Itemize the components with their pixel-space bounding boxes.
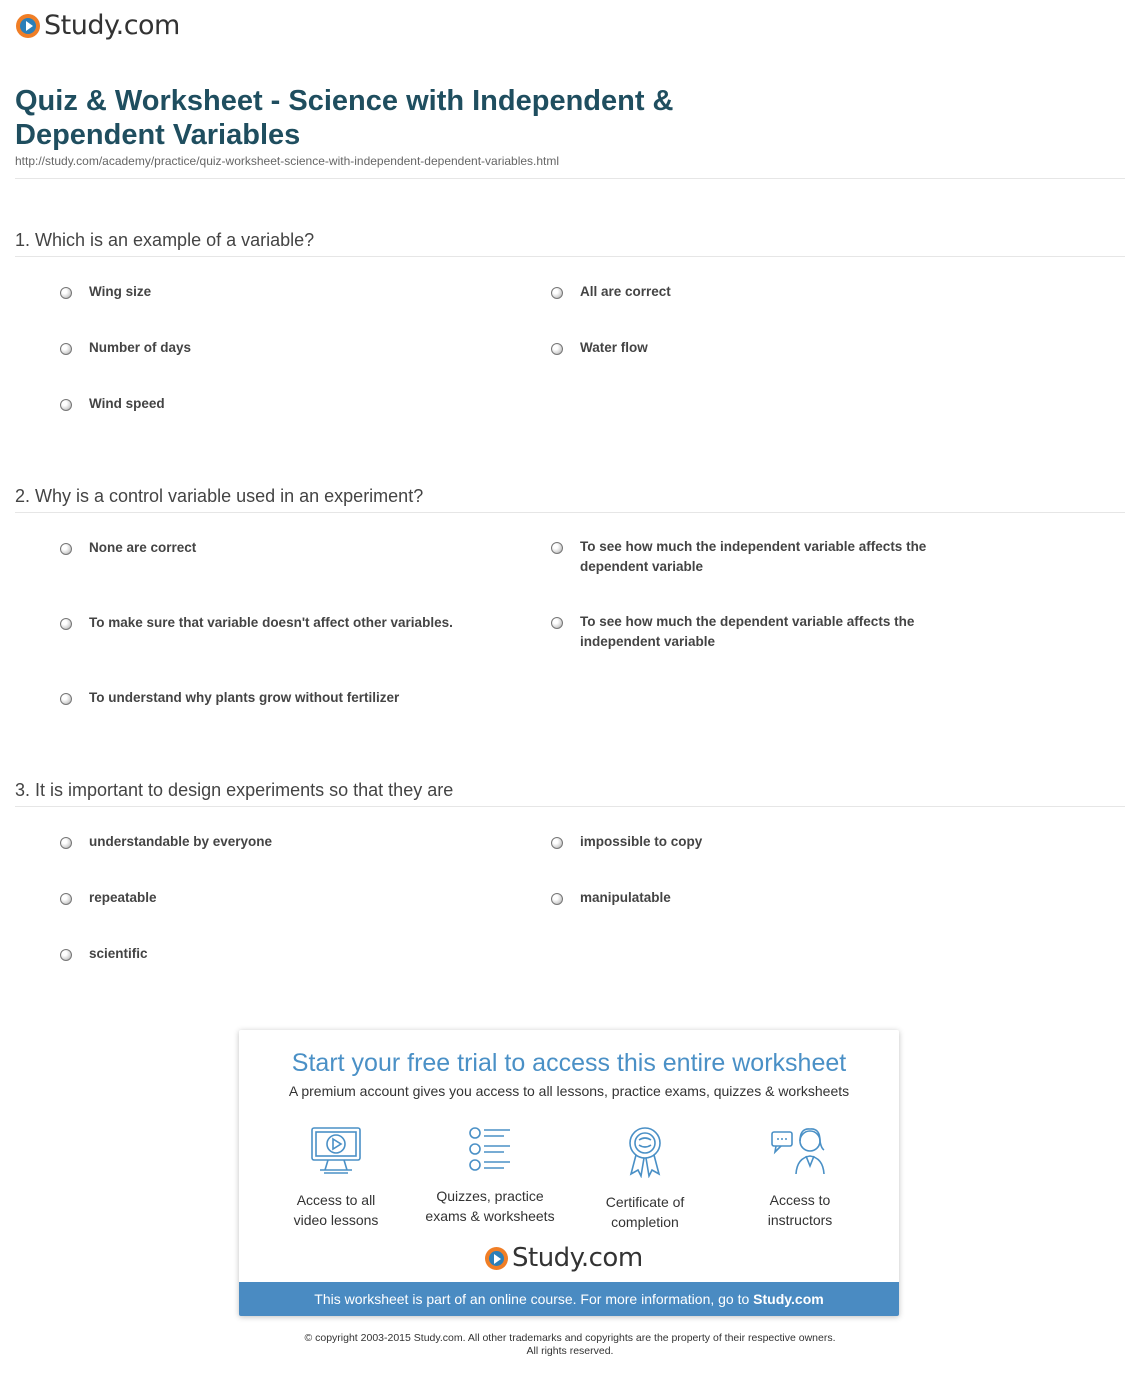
q3-option-understandable[interactable]: understandable by everyone xyxy=(60,832,272,852)
study-logo-icon xyxy=(485,1247,508,1270)
radio-button[interactable] xyxy=(60,837,72,849)
q2-option-none-correct[interactable]: None are correct xyxy=(60,538,196,558)
radio-button[interactable] xyxy=(60,287,72,299)
radio-button[interactable] xyxy=(551,542,563,554)
radio-button[interactable] xyxy=(60,949,72,961)
q1-option-wing-size[interactable]: Wing size xyxy=(60,282,151,302)
copyright-notice: © copyright 2003-2015 Study.com. All other trademarks and copyrights are the property of their respective owners. All rights reserved. xyxy=(304,1332,836,1357)
certificate-icon xyxy=(625,1126,665,1178)
question-3: 3. It is important to design experiments so that they are xyxy=(15,780,454,800)
q1-option-water-flow[interactable]: Water flow xyxy=(551,338,648,358)
feature-instructors: Access to instructors xyxy=(725,1126,875,1230)
study-logo-text: Study.com xyxy=(44,10,180,41)
study-logo-icon xyxy=(16,14,40,38)
q3-option-manipulatable[interactable]: manipulatable xyxy=(551,888,671,908)
q1-option-wind-speed[interactable]: Wind speed xyxy=(60,394,165,414)
radio-button[interactable] xyxy=(60,399,72,411)
q2-option-independent-affects-dependent[interactable]: To see how much the independent variable affects the dependent variable xyxy=(551,537,926,577)
radio-button[interactable] xyxy=(60,343,72,355)
q3-option-repeatable[interactable]: repeatable xyxy=(60,888,157,908)
q2-option-not-affect-others[interactable]: To make sure that variable doesn't affect other variables. xyxy=(60,613,453,633)
question-3-divider xyxy=(15,806,1125,807)
radio-button[interactable] xyxy=(60,543,72,555)
radio-button[interactable] xyxy=(551,837,563,849)
q1-option-number-of-days[interactable]: Number of days xyxy=(60,338,191,358)
q3-option-scientific[interactable]: scientific xyxy=(60,944,148,964)
radio-button[interactable] xyxy=(60,618,72,630)
page-title xyxy=(15,84,674,152)
page-title-line1: Quiz & Worksheet - Science with Independent & xyxy=(15,85,674,117)
q1-option-all-correct[interactable]: All are correct xyxy=(551,282,671,302)
radio-button[interactable] xyxy=(551,617,563,629)
radio-button[interactable] xyxy=(551,343,563,355)
question-2: 2. Why is a control variable used in an experiment? xyxy=(15,486,424,506)
radio-button[interactable] xyxy=(60,893,72,905)
question-2-divider xyxy=(15,512,1125,513)
feature-video-lessons: Access to all video lessons xyxy=(261,1126,411,1230)
page-url: http://study.com/academy/practice/quiz-worksheet-science-with-independent-dependent-variables.html xyxy=(15,154,560,168)
promo-subtitle: A premium account gives you access to all lessons, practice exams, quizzes & worksheets xyxy=(288,1083,850,1099)
study-logo-text: Study.com xyxy=(512,1243,643,1273)
study-logo[interactable] xyxy=(16,10,180,41)
question-1-divider xyxy=(15,256,1125,257)
instructor-icon xyxy=(770,1126,830,1176)
radio-button[interactable] xyxy=(551,893,563,905)
radio-button[interactable] xyxy=(551,287,563,299)
header-divider xyxy=(15,178,1125,179)
q2-option-plants-without-fertilizer[interactable]: To understand why plants grow without fertilizer xyxy=(60,688,399,708)
feature-quizzes: Quizzes, practice exams & worksheets xyxy=(415,1126,565,1226)
study-link[interactable]: Study.com xyxy=(753,1291,824,1307)
promo-title[interactable]: Start your free trial to access this entire worksheet xyxy=(291,1049,847,1077)
q2-option-dependent-affects-independent[interactable]: To see how much the dependent variable affects the independent variable xyxy=(551,612,914,652)
radio-button[interactable] xyxy=(60,693,72,705)
promo-info-bar: This worksheet is part of an online course. For more information, go to Study.com xyxy=(239,1282,899,1316)
study-logo-promo[interactable] xyxy=(485,1243,643,1273)
feature-certificate: Certificate of completion xyxy=(570,1126,720,1232)
free-trial-promo xyxy=(239,1030,899,1316)
quiz-list-icon xyxy=(468,1126,512,1172)
page-title-line2: Dependent Variables xyxy=(15,119,301,151)
q3-option-impossible-to-copy[interactable]: impossible to copy xyxy=(551,832,702,852)
video-lesson-icon xyxy=(310,1126,362,1176)
question-1: 1. Which is an example of a variable? xyxy=(15,230,315,250)
